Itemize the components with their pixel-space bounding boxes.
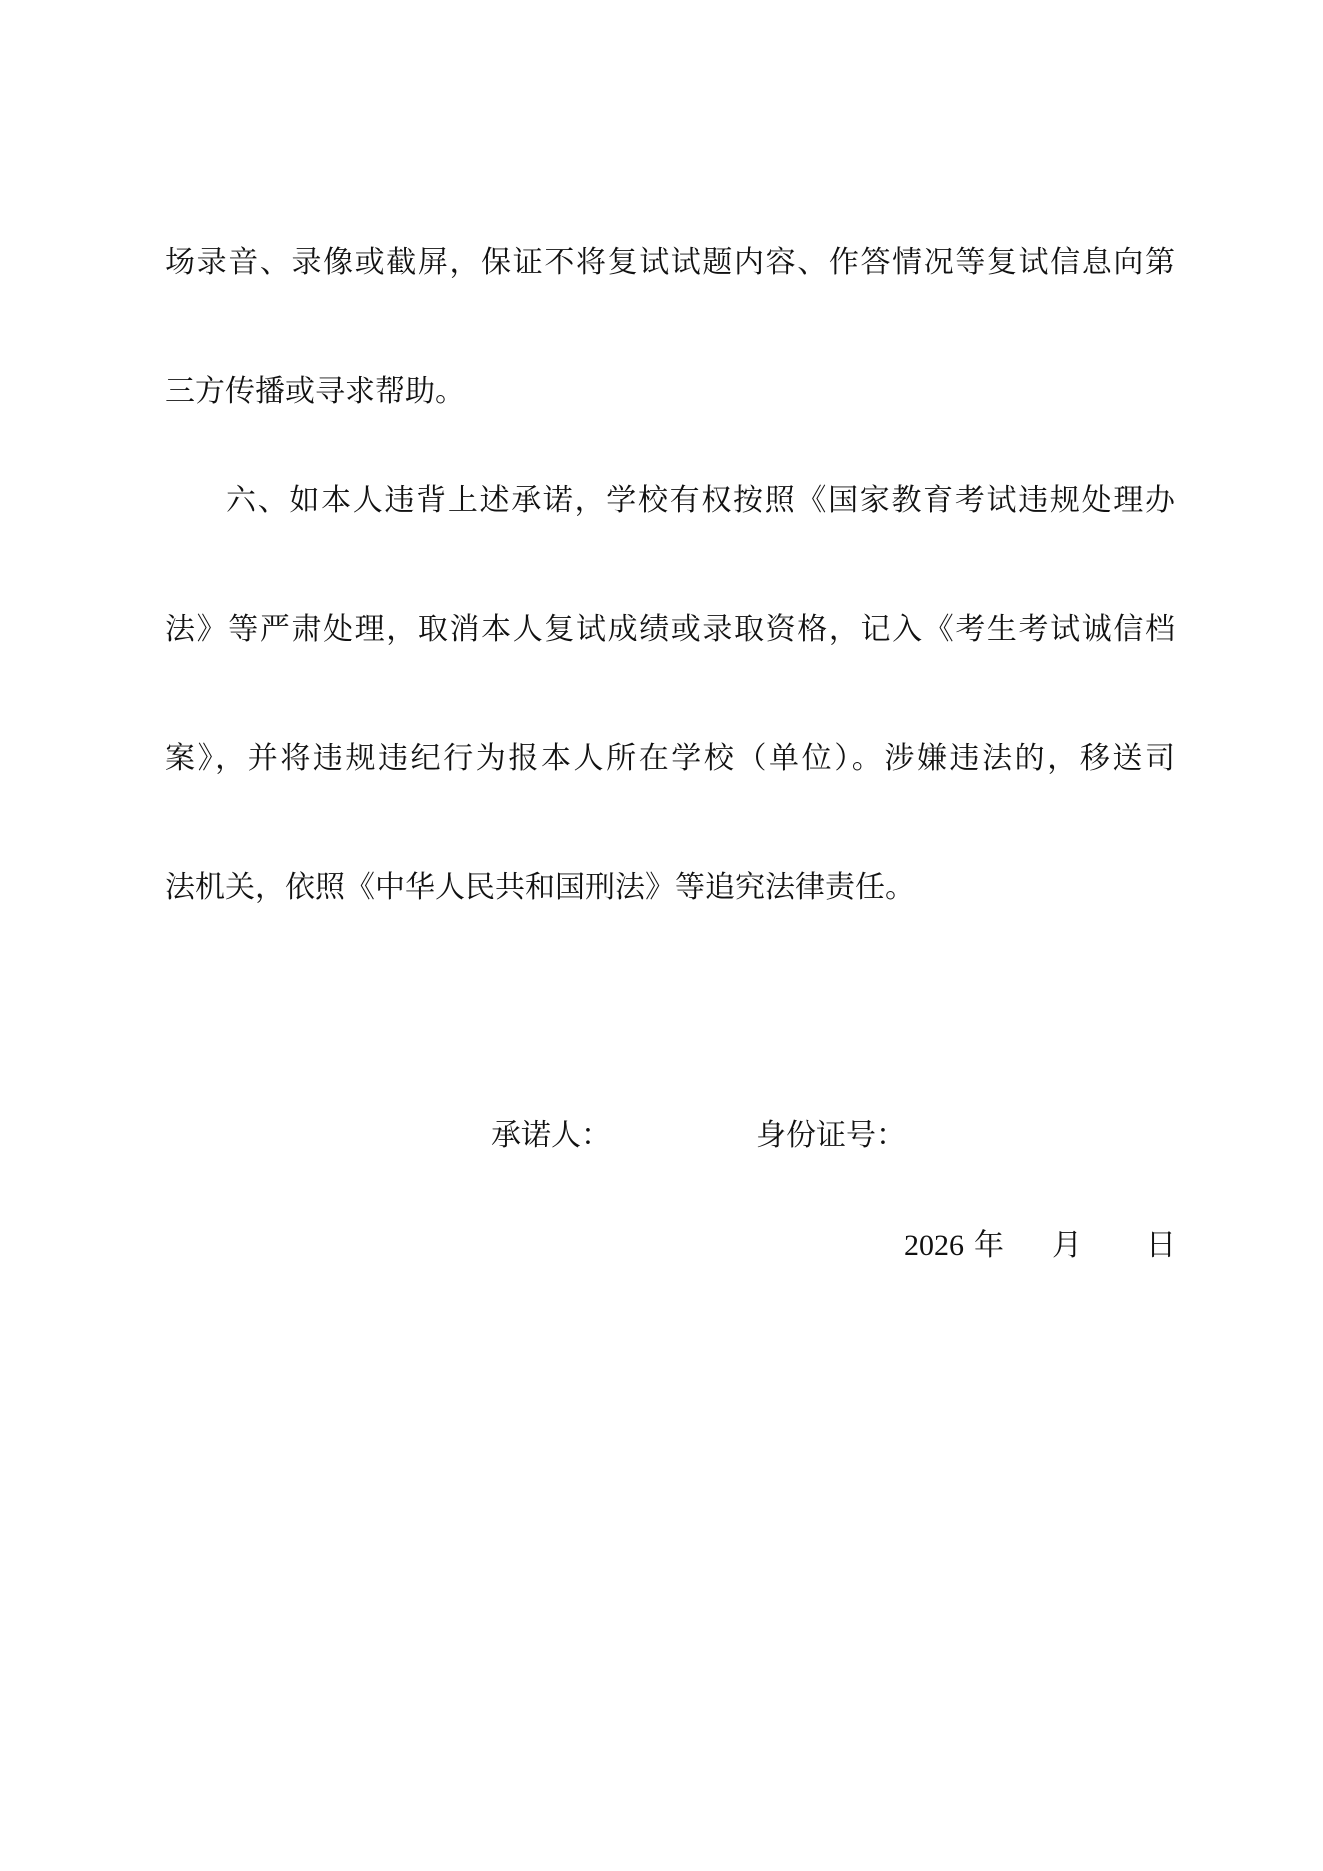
paragraph-line-1: 场录音、录像或截屏，保证不将复试试题内容、作答情况等复试信息向第 xyxy=(165,245,1175,280)
date-year-label: 年 xyxy=(974,1228,1004,1263)
date-month-label: 月 xyxy=(1052,1228,1082,1263)
date-year: 2026 xyxy=(904,1229,964,1262)
paragraph-line-2: 三方传播或寻求帮助。 xyxy=(165,374,465,409)
promisor-label: 承诺人： xyxy=(491,1118,611,1153)
paragraph-line-4: 法》等严肃处理，取消本人复试成绩或录取资格，记入《考生考试诚信档 xyxy=(165,612,1175,647)
paragraph-line-3: 六、如本人违背上述承诺，学校有权按照《国家教育考试违规处理办 xyxy=(226,483,1175,518)
paragraph-line-5: 案》，并将违规违纪行为报本人所在学校（单位）。涉嫌违法的，移送司 xyxy=(165,741,1175,776)
id-number-label: 身份证号： xyxy=(756,1118,906,1153)
date-day-label: 日 xyxy=(1146,1228,1176,1263)
paragraph-line-6: 法机关，依照《中华人民共和国刑法》等追究法律责任。 xyxy=(165,870,915,905)
